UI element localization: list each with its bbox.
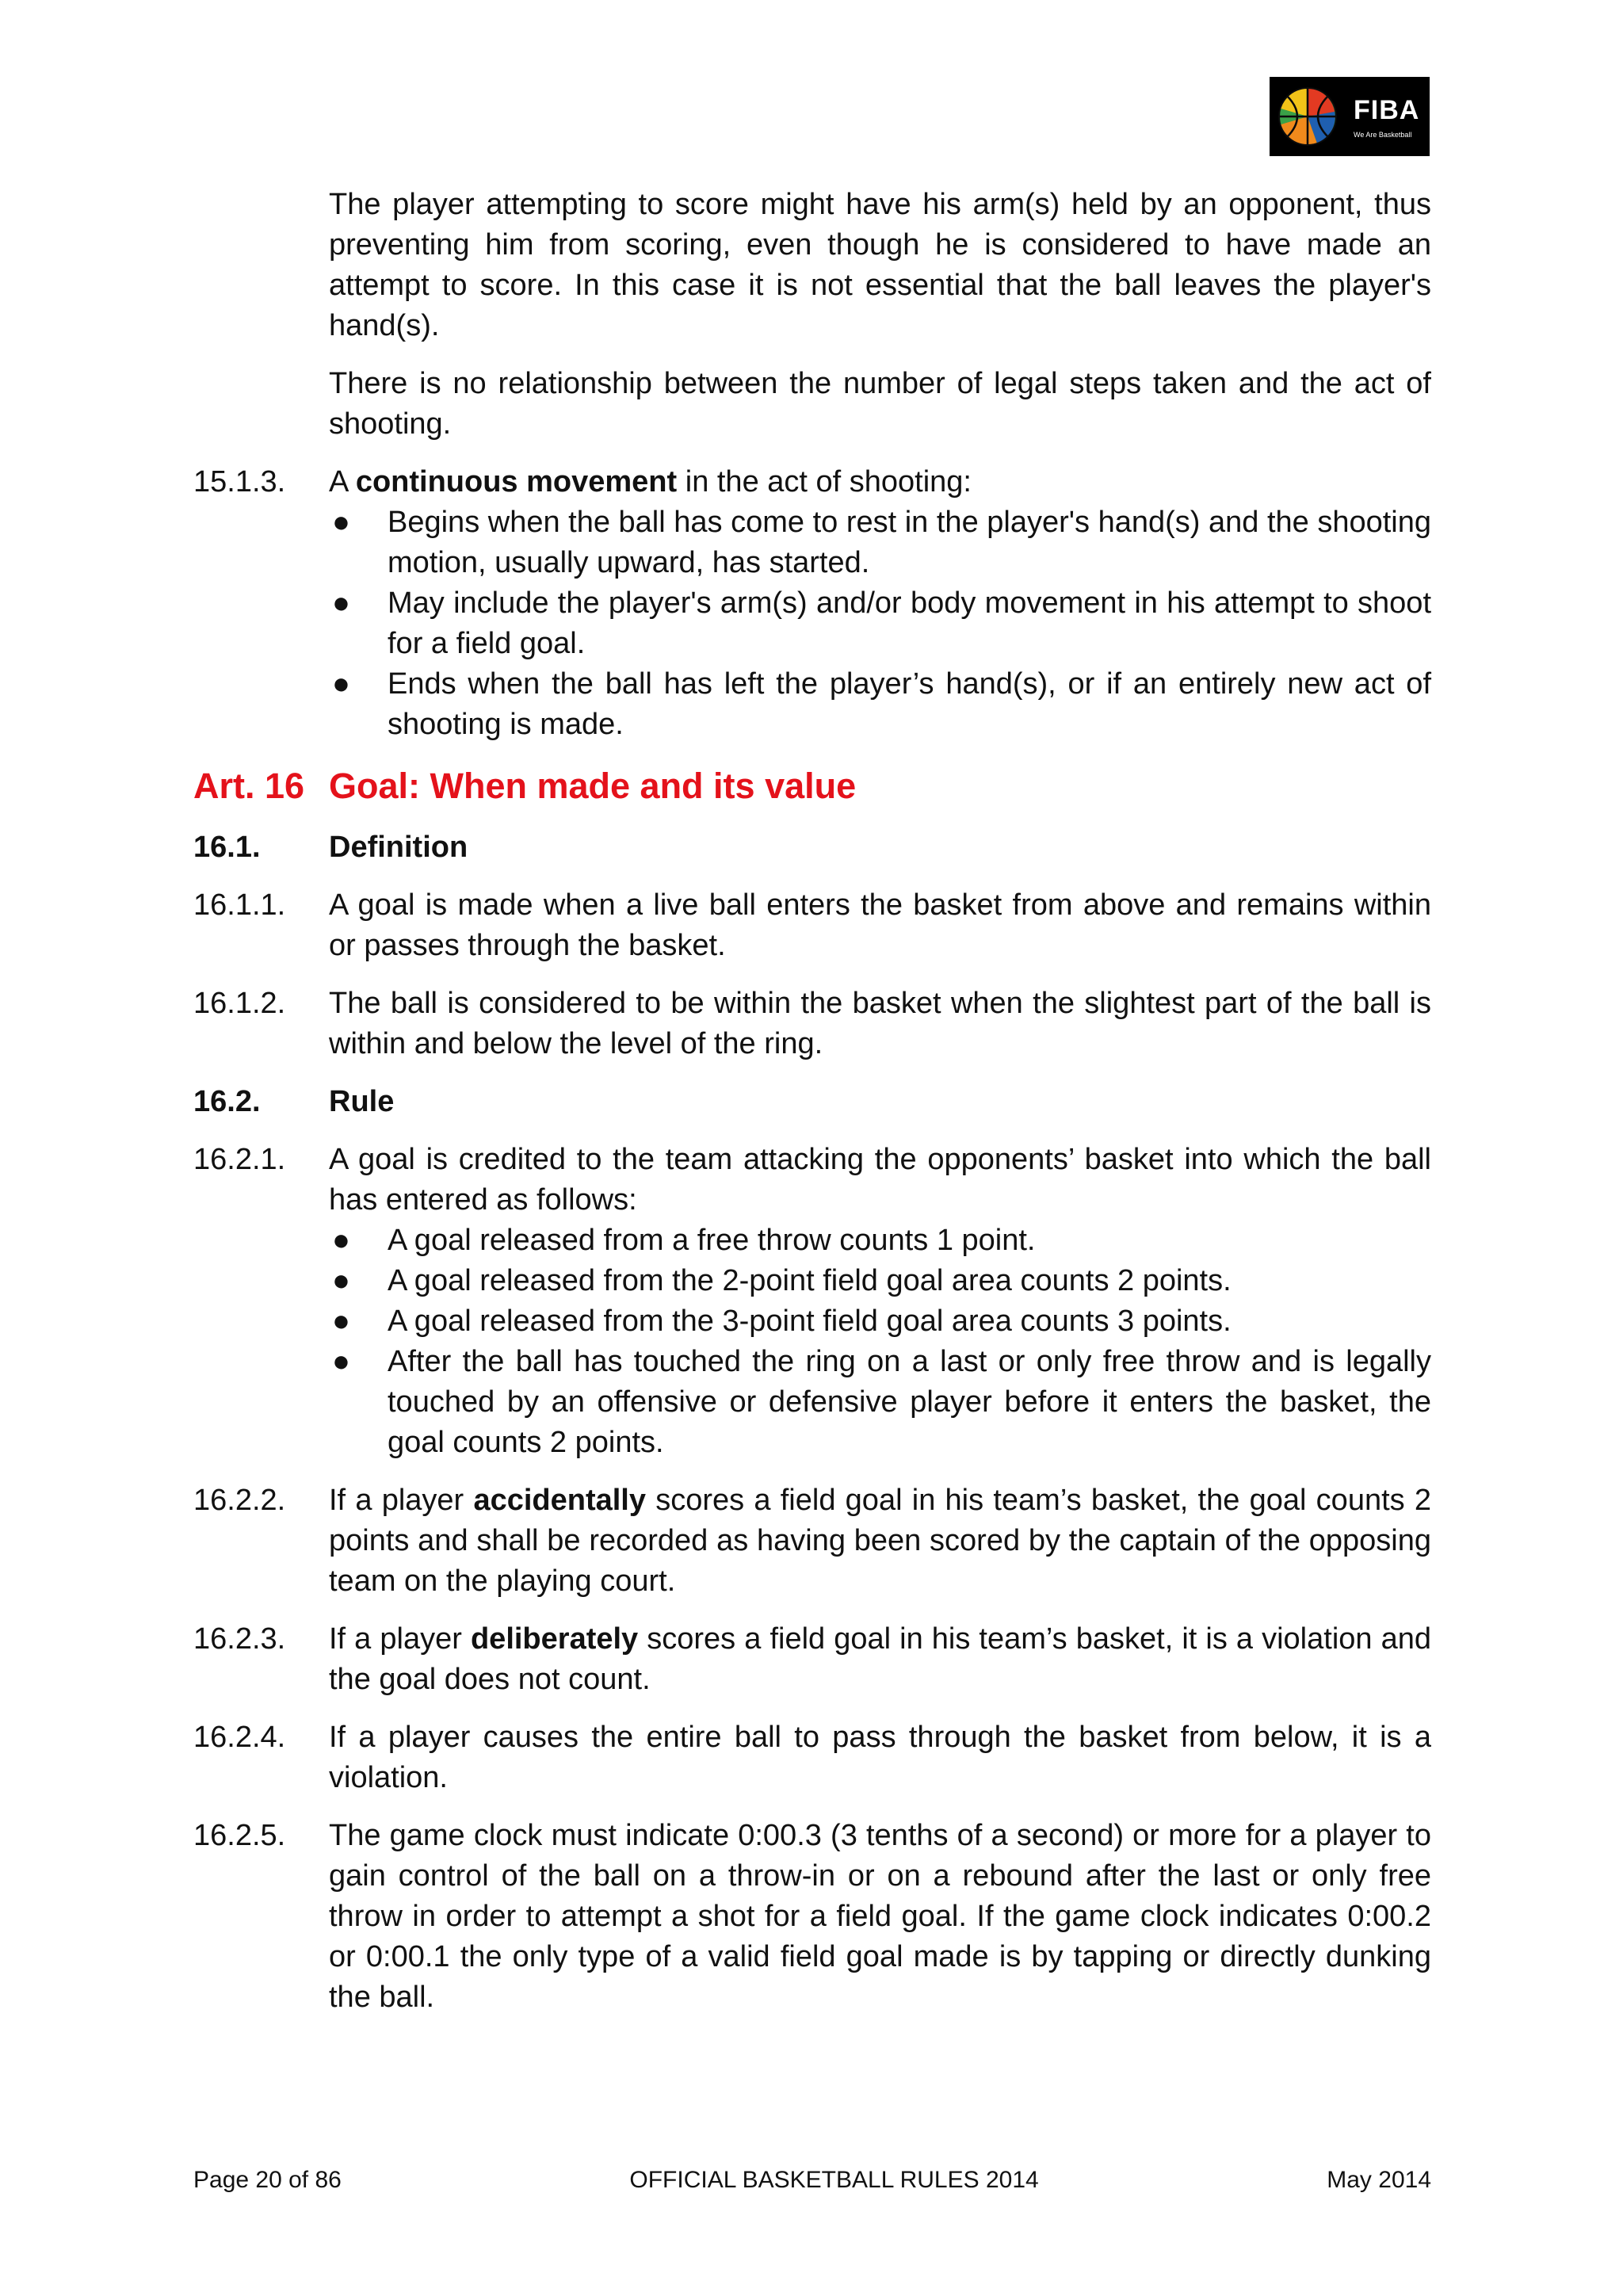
section-title: Definition [329,831,468,864]
list-item-text: Begins when the ball has come to rest in the player's hand(s) and the shooting motion, usually upward, has started. [388,506,1431,579]
clause-text: A goal is credited to the team attacking the opponents’ basket into which the ball has entered as follows: [329,1143,1431,1217]
logo-brand: FIBA [1354,94,1420,125]
footer-date: May 2014 [1327,2167,1431,2193]
section-number: 16.1. [193,831,261,864]
section-heading-16-2 [193,1082,1431,1122]
clause-16-2-1 [193,1140,1431,1463]
clause-number: 16.2.2. [193,1484,286,1517]
clause-body [329,1140,1431,1463]
clause-number: 16.1.1. [193,888,286,922]
section-number: 16.2. [193,1085,261,1118]
page-content [193,185,1431,2035]
bullet-list [329,502,1431,745]
bullet-icon: ● [332,1305,350,1338]
clause-number: 16.2.5. [193,1819,286,1852]
clause-emphasis: accidentally [473,1484,646,1517]
list-item [329,1261,1431,1301]
page-footer [193,2164,1431,2196]
clause-16-2-3 [193,1619,1431,1700]
list-item [329,1221,1431,1261]
logo-tagline: We Are Basketball [1354,130,1412,139]
clause-number: 16.2.4. [193,1721,286,1754]
bullet-icon: ● [332,586,350,620]
footer-page-number: Page 20 of 86 [193,2167,342,2193]
section-title: Rule [329,1085,395,1118]
clause-number: 16.1.2. [193,987,286,1020]
clause-body: If a player causes the entire ball to pass through the basket from below, it is a violation. [329,1721,1431,1794]
list-item-text: A goal released from a free throw counts 1 point. [388,1224,1036,1257]
clause-16-2-2 [193,1480,1431,1602]
clause-emphasis: deliberately [470,1622,639,1656]
clause-emphasis: continuous movement [355,465,678,499]
list-item-text: A goal released from the 2-point field goal area counts 2 points. [388,1264,1232,1297]
list-item-text: After the ball has touched the ring on a last or only free throw and is legally touched by an offensive or defensive player before it enters the basket, the goal counts 2 points. [388,1345,1431,1459]
clause-16-1-1 [193,885,1431,966]
article-title: Goal: When made and its value [329,766,857,806]
clause-number: 16.2.1. [193,1143,286,1176]
clause-body: The game clock must indicate 0:00.3 (3 tenths of a second) or more for a player to gain control of the ball on a throw-in or on a rebound after the last or only free throw in order to attempt a shot for a field goal. If the game clock indicates 0:00.2 or 0:00.1 the only type of a valid field goal made is by tapping or directly dunking the ball. [329,1819,1431,2014]
list-item [329,664,1431,745]
list-item [329,583,1431,664]
clause-body [329,1480,1431,1602]
clause-text-rest: scores a field goal in his team’s basket, the goal counts 2 points and shall be recorded as having been scored by the captain of the opposing team on the playing court. [329,1484,1432,1598]
list-item [329,1301,1431,1342]
bullet-list [329,1221,1431,1463]
bullet-icon: ● [332,667,350,701]
clause-text-rest: scores a field goal in his team’s basket, it is a violation and the goal does not count. [329,1622,1431,1696]
list-item [329,1342,1431,1463]
clause-body: The ball is considered to be within the basket when the slightest part of the ball is within and below the level of the ring. [329,987,1431,1060]
intro-paragraph-2: There is no relationship between the number of legal steps taken and the act of shooting. [329,367,1431,441]
clause-body: A goal is made when a live ball enters the basket from above and remains within or passes through the basket. [329,888,1431,962]
list-item-text: A goal released from the 3-point field goal area counts 3 points. [388,1305,1232,1338]
clause-lead-rest: in the act of shooting: [677,465,972,499]
logo-wordmark [1346,77,1430,156]
clause-16-2-5 [193,1816,1431,2018]
section-heading-16-1 [193,827,1431,868]
clause-text: If a player [329,1622,471,1656]
clause-body [329,1619,1431,1700]
basketball-globe-icon [1270,77,1346,156]
bullet-icon: ● [332,1224,350,1257]
clause-number: 15.1.3. [193,465,286,499]
clause-16-1-2 [193,984,1431,1064]
article-heading [193,762,1431,810]
clause-16-2-4 [193,1717,1431,1798]
article-number: Art. 16 [193,766,305,806]
intro-paragraph-1: The player attempting to score might have his arm(s) held by an opponent, thus preventing him from scoring, even though he is considered to have made an attempt to score. In this case it is not essential that the ball leaves the player's hand(s). [329,188,1431,342]
clause-number: 16.2.3. [193,1622,286,1656]
clause-text: If a player [329,1484,474,1517]
bullet-icon: ● [332,1264,350,1297]
clause-15-1-3 [193,462,1431,745]
clause-body [329,462,1431,745]
bullet-icon: ● [332,506,350,539]
list-item-text: Ends when the ball has left the player’s hand(s), or if an entirely new act of shooting is made. [388,667,1431,741]
fiba-logo [1270,77,1430,156]
list-item [329,502,1431,583]
clause-lead: A [329,465,356,499]
list-item-text: May include the player's arm(s) and/or body movement in his attempt to shoot for a field goal. [388,586,1431,660]
footer-document-title: OFFICIAL BASKETBALL RULES 2014 [629,2167,1039,2193]
bullet-icon: ● [332,1345,350,1378]
